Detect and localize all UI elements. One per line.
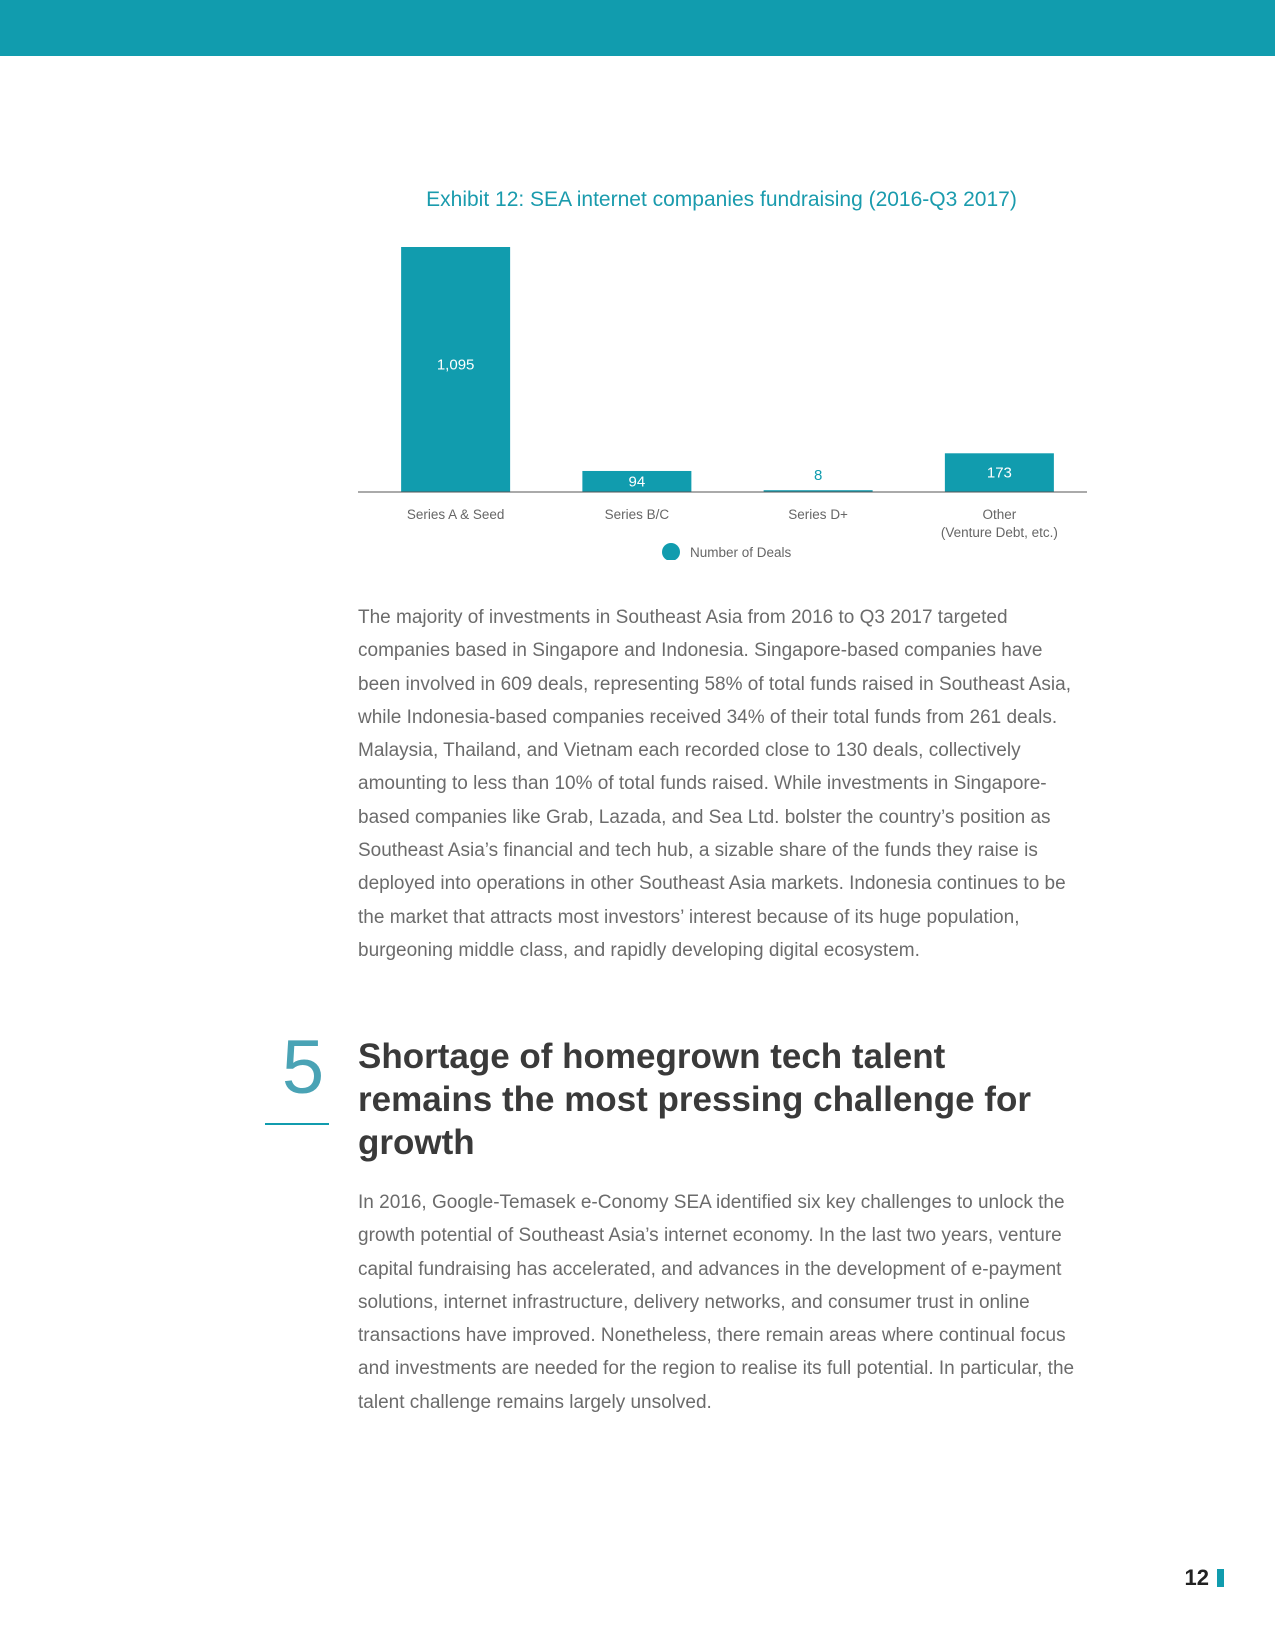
body-paragraph-2: In 2016, Google-Temasek e-Conomy SEA identified six key challenges to unlock the growth potential of Southeast Asia’s internet economy. In the last two years, venture capital fundraising has accelerated, and advances in the development of e-payment solutions, internet infrastructure, delivery networks, and consumer trust in online transactions have improved. Nonetheless, there remain areas where continual focus and investments are needed for the region to realise its full potential. In particular, the talent challenge remains largely unsolved. <box>358 1192 1075 1413</box>
bar-value-label-1: 94 <box>628 473 646 491</box>
page-number-marker <box>1217 1569 1224 1587</box>
section-number: 5 <box>281 1025 325 1110</box>
x-tick-label-1-0: Series B/C <box>604 507 670 522</box>
section-heading: Shortage of homegrown tech talent remains the most pressing challenge for growth <box>358 1037 1031 1162</box>
legend-label: Number of Deals <box>690 545 792 560</box>
section-number-underline <box>265 1123 329 1125</box>
bar-value-label-3: 173 <box>986 464 1012 482</box>
bar-chart <box>340 230 1093 560</box>
page-number: 12 <box>1184 1565 1209 1590</box>
legend-swatch <box>662 543 680 560</box>
header-band <box>0 0 1275 56</box>
x-tick-label-0-0: Series A & Seed <box>406 507 505 522</box>
bar-value-label-0: 1,095 <box>436 356 475 374</box>
x-tick-label-2-0: Series D+ <box>788 507 848 522</box>
bar-value-label-2: 8 <box>813 467 823 484</box>
body-paragraph-1: The majority of investments in Southeast Asia from 2016 to Q3 2017 targeted companies based in Singapore and Indonesia. Singapore-based companies have been involved in 609 deals, representing 58% of total funds raised in Southeast Asia, while Indonesia-based companies received 34% of their total funds from 261 deals. Malaysia, Thailand, and Vietnam each recorded close to 130 deals, collectively amounting to less than 10% of total funds raised. While investments in Singapore-based companies like Grab, Lazada, and Sea Ltd. bolster the country’s position as Southeast Asia’s financial and tech hub, a sizable share of the funds they raise is deployed into operations in other Southeast Asia markets. Indonesia continues to be the market that attracts most investors’ interest because of its huge population, burgeoning middle class, and rapidly developing digital ecosystem. <box>358 607 1071 961</box>
x-tick-label-3-0: Other <box>982 507 1017 522</box>
chart-title: Exhibit 12: SEA internet companies fundraising (2016-Q3 2017) <box>426 188 1017 211</box>
x-tick-label-3-1: (Venture Debt, etc.) <box>940 525 1058 540</box>
